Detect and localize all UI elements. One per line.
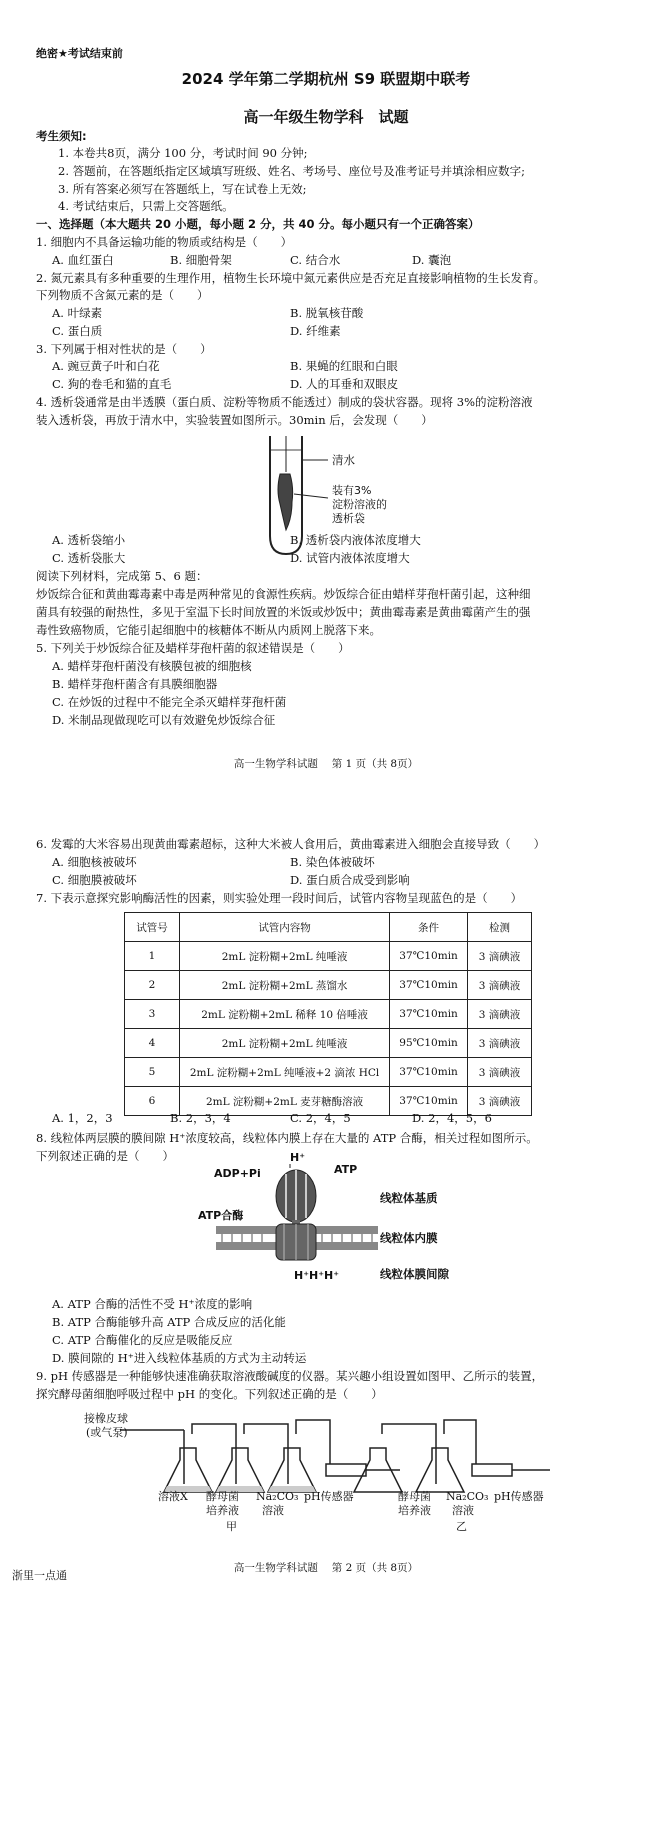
- q3-option-c: C. 狗的卷毛和猫的直毛: [52, 377, 172, 391]
- fig-label-yi: 乙: [456, 1520, 467, 1533]
- fig-label-inner-membrane: 线粒体内膜: [380, 1231, 438, 1245]
- q8-option-d: D. 膜间隙的 H⁺进入线粒体基质的方式为主动转运: [52, 1351, 307, 1365]
- q5-option-c: C. 在炒饭的过程中不能完全杀灭蜡样芽孢杆菌: [52, 695, 287, 709]
- secret-label: 绝密★考试结束前: [36, 47, 123, 60]
- q2-option-c: C. 蛋白质: [52, 324, 103, 338]
- table-cell: 6: [125, 1087, 180, 1116]
- col-header: 条件: [390, 913, 468, 942]
- table-cell: 2mL 淀粉糊+2mL 蒸馏水: [180, 971, 390, 1000]
- fig-label-rubber: 接橡皮球: [84, 1412, 128, 1425]
- section-heading: 一、选择题（本大题共 20 小题，每小题 2 分，共 40 分。每小题只有一个正确答案）: [36, 217, 480, 231]
- page-footer: 高一生物学科试题 第 1 页（共 8页）: [233, 758, 419, 770]
- table-cell: 5: [125, 1058, 180, 1087]
- page-footer: 高一生物学科试题 第 2 页（共 8页）: [233, 1562, 419, 1574]
- table-cell: 3: [125, 1000, 180, 1029]
- reading-text: 菌具有较强的耐热性，多见于室温下长时间放置的米饭或炒饭中；黄曲霉毒素是黄曲霉菌产生的强: [36, 605, 531, 619]
- q6-stem: 6. 发霉的大米容易出现黄曲霉素超标，这种大米被人食用后，黄曲霉素进入细胞会直接导致（ ）: [36, 837, 546, 851]
- fig-label-synthase: ATP合酶: [198, 1209, 244, 1222]
- notice-item: 2. 答题前，在答题纸指定区域填写班级、姓名、考场号、座位号及准考证号并填涂相应数字;: [58, 164, 525, 178]
- q7-option-d: D. 2，4，5，6: [412, 1111, 492, 1125]
- table-cell: 1: [125, 942, 180, 971]
- table-cell: 3 滴碘液: [467, 971, 531, 1000]
- fig-label-intermembrane: 线粒体膜间隙: [380, 1267, 449, 1281]
- table-cell: 37℃10min: [390, 1000, 468, 1029]
- reading-intro: 阅读下列材料，完成第 5、6 题：: [36, 569, 208, 583]
- fig-label-yeast: 酵母菌: [398, 1490, 431, 1503]
- col-header: 试管内容物: [180, 913, 390, 942]
- table-cell: 2mL 淀粉糊+2mL 稀释 10 倍唾液: [180, 1000, 390, 1029]
- q5-option-a: A. 蜡样芽孢杆菌没有核膜包被的细胞核: [52, 659, 252, 673]
- table-header-row: [125, 913, 532, 942]
- fig-label-hplus: H⁺H⁺H⁺: [294, 1269, 340, 1282]
- table-row: [125, 1029, 532, 1058]
- q6-option-c: C. 细胞膜被破坏: [52, 873, 137, 887]
- fig-label-bag: 淀粉溶液的: [332, 498, 387, 511]
- q5-option-b: B. 蜡样芽孢杆菌含有具膜细胞器: [52, 677, 218, 691]
- q5-stem: 5. 下列关于炒饭综合征及蜡样芽孢杆菌的叙述错误是（ ）: [36, 641, 350, 655]
- exam-subtitle: 高一年级生物学科 试题: [243, 108, 409, 126]
- table-cell: 2mL 淀粉糊+2mL 纯唾液: [180, 1029, 390, 1058]
- q6-option-b: B. 染色体被破坏: [290, 855, 375, 869]
- table-cell: 37℃10min: [390, 1058, 468, 1087]
- q6-option-a: A. 细胞核被破坏: [52, 855, 137, 869]
- q8-option-c: C. ATP 合酶催化的反应是吸能反应: [52, 1333, 233, 1347]
- q4-option-c: C. 透析袋胀大: [52, 551, 126, 565]
- fig-label-yeast: 培养液: [206, 1504, 239, 1517]
- watermark: 浙里一点通: [12, 1569, 67, 1582]
- q8-stem: 8. 线粒体两层膜的膜间隙 H⁺浓度较高，线粒体内膜上存在大量的 ATP 合酶，相关过程如图所示。: [36, 1131, 538, 1145]
- q1-option-d: D. 囊泡: [412, 253, 452, 267]
- q7-stem: 7. 下表示意探究影响酶活性的因素，则实验处理一段时间后，试管内容物呈现蓝色的是（ ）: [36, 891, 523, 905]
- q4-option-b: B. 透析袋内液体浓度增大: [290, 533, 421, 547]
- q7-option-b: B. 2，3，4: [170, 1111, 231, 1125]
- notice-item: 4. 考试结束后，只需上交答题纸。: [58, 199, 234, 213]
- q2-stem-cont: 下列物质不含氮元素的是（ ）: [36, 288, 209, 302]
- table-cell: 3 滴碘液: [467, 1058, 531, 1087]
- yeast-apparatus-figure: [80, 1404, 580, 1504]
- q2-stem: 2. 氮元素具有多种重要的生理作用，植物生长环境中氮元素供应是否充足直接影响植物的生长发育。: [36, 271, 546, 285]
- table-cell: 3 滴碘液: [467, 1087, 531, 1116]
- fig-label-h: H⁺: [290, 1151, 306, 1164]
- q7-option-c: C. 2，4，5: [290, 1111, 351, 1125]
- fig-label-matrix: 线粒体基质: [380, 1191, 438, 1205]
- table-row: [125, 942, 532, 971]
- fig-label-bag: 透析袋: [332, 512, 365, 525]
- q2-option-a: A. 叶绿素: [52, 306, 103, 320]
- q9-stem-cont: 探究酵母菌细胞呼吸过程中 pH 的变化。下列叙述正确的是（ ）: [36, 1387, 383, 1401]
- table-cell: 37℃10min: [390, 942, 468, 971]
- q8-option-b: B. ATP 合酶能够升高 ATP 合成反应的活化能: [52, 1315, 286, 1329]
- table-row: [125, 1000, 532, 1029]
- fig-label-solution-x: 溶液X: [158, 1490, 188, 1503]
- fig-label-jia: 甲: [226, 1520, 237, 1533]
- fig-label-water: 清水: [332, 453, 355, 467]
- exam-title: 2024 学年第二学期杭州 S9 联盟期中联考: [181, 70, 471, 88]
- fig-label-na2co3: Na₂CO₃: [256, 1490, 299, 1503]
- q6-option-d: D. 蛋白质合成受到影响: [290, 873, 410, 887]
- q9-stem: 9. pH 传感器是一种能够快速准确获取溶液酸碱度的仪器。某兴趣小组设置如图甲、乙所示的装置，: [36, 1369, 544, 1383]
- table-cell: 3 滴碘液: [467, 942, 531, 971]
- q8-option-a: A. ATP 合酶的活性不受 H⁺浓度的影响: [52, 1297, 253, 1311]
- q4-option-a: A. 透析袋缩小: [52, 533, 126, 547]
- q3-option-d: D. 人的耳垂和双眼皮: [290, 377, 399, 391]
- q5-option-d: D. 米制品现做现吃可以有效避免炒饭综合征: [52, 713, 276, 727]
- q2-option-b: B. 脱氧核苷酸: [290, 306, 364, 320]
- q1-option-b: B. 细胞骨架: [170, 253, 232, 267]
- notice-title: 考生须知:: [36, 129, 87, 143]
- reading-text: 毒性致癌物质，它能引起细胞中的核糖体不断从内质网上脱落下来。: [36, 623, 381, 637]
- col-header: 试管号: [125, 913, 180, 942]
- fig-label-atp: ATP: [334, 1163, 358, 1176]
- table-row: [125, 1058, 532, 1087]
- q3-stem: 3. 下列属于相对性状的是（ ）: [36, 342, 212, 356]
- fig-label-rubber: (或气泵): [86, 1426, 128, 1439]
- table-cell: 3 滴碘液: [467, 1000, 531, 1029]
- table-cell: 3 滴碘液: [467, 1029, 531, 1058]
- q4-stem: 4. 透析袋通常是由半透膜（蛋白质、淀粉等物质不能透过）制成的袋状容器。现将 3%的淀粉溶液: [36, 395, 533, 409]
- table-cell: 2mL 淀粉糊+2mL 纯唾液+2 滴浓 HCl: [180, 1058, 390, 1087]
- table-cell: 37℃10min: [390, 971, 468, 1000]
- q1-option-a: A. 血红蛋白: [52, 253, 114, 267]
- fig-label-ph-sensor: pH传感器: [304, 1490, 354, 1503]
- fig-label-yeast: 酵母菌: [206, 1490, 239, 1503]
- fig-label-ph-sensor: pH传感器: [494, 1490, 544, 1503]
- fig-label-bag: 装有3%: [332, 484, 372, 497]
- q7-option-a: A. 1，2，3: [52, 1111, 113, 1125]
- q2-option-d: D. 纤维素: [290, 324, 341, 338]
- fig-label-adp: ADP+Pi: [214, 1167, 261, 1180]
- reading-text: 炒饭综合征和黄曲霉毒素中毒是两种常见的食源性疾病。炒饭综合征由蜡样芽孢杆菌引起，这种细: [36, 587, 531, 601]
- col-header: 检测: [467, 913, 531, 942]
- notice-item: 1. 本卷共8页，满分 100 分，考试时间 90 分钟;: [58, 146, 308, 160]
- table-cell: 4: [125, 1029, 180, 1058]
- q4-option-d: D. 试管内液体浓度增大: [290, 551, 410, 565]
- table-cell: 2: [125, 971, 180, 1000]
- fig-label-na2co3: 溶液: [262, 1504, 284, 1517]
- q3-option-b: B. 果蝇的红眼和白眼: [290, 359, 398, 373]
- q8-stem-cont: 下列叙述正确的是（ ）: [36, 1149, 174, 1163]
- fig-label-yeast: 培养液: [398, 1504, 431, 1517]
- table-row: [125, 971, 532, 1000]
- table-cell: 2mL 淀粉糊+2mL 纯唾液: [180, 942, 390, 971]
- fig-label-na2co3: 溶液: [452, 1504, 474, 1517]
- table-cell: 95℃10min: [390, 1029, 468, 1058]
- q3-option-a: A. 豌豆黄子叶和白花: [52, 359, 160, 373]
- q1-stem: 1. 细胞内不具备运输功能的物质或结构是（ ）: [36, 235, 293, 249]
- experiment-table: [124, 912, 532, 1116]
- notice-item: 3. 所有答案必须写在答题纸上，写在试卷上无效;: [58, 182, 307, 196]
- table-cell: 2mL 淀粉糊+2mL 麦芽糖酶溶液: [180, 1087, 390, 1116]
- q1-option-c: C. 结合水: [290, 253, 341, 267]
- q4-stem-cont: 装入透析袋，再放于清水中，实验装置如图所示。30min 后，会发现（ ）: [36, 413, 433, 427]
- table-cell: 37℃10min: [390, 1087, 468, 1116]
- fig-label-na2co3: Na₂CO₃: [446, 1490, 489, 1503]
